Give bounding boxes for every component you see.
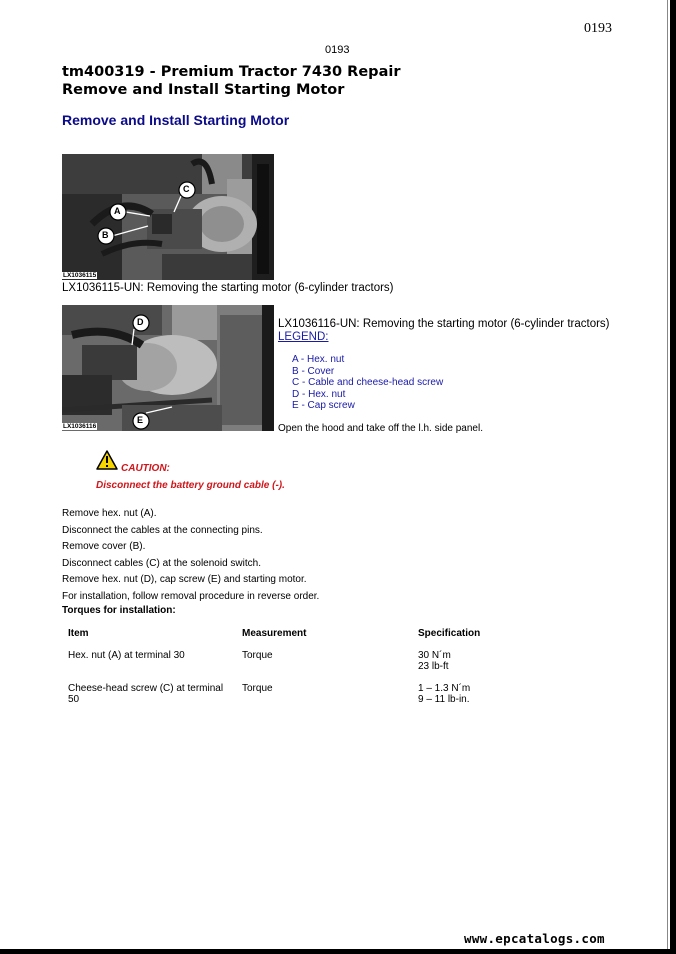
column-header-item: Item: [68, 628, 89, 639]
legend-item: E - Cap screw: [292, 400, 355, 411]
callout-b: B: [102, 230, 109, 240]
legend-item: B - Cover: [292, 365, 335, 377]
procedure-step: Disconnect the cables at the connecting pins.: [62, 524, 263, 536]
column-header-specification: Specification: [418, 628, 481, 639]
callout-a: A: [114, 206, 121, 216]
legend-item: A - Hex. nut: [292, 354, 345, 365]
warning-triangle-icon: [96, 450, 118, 475]
callout-e: E: [137, 415, 144, 425]
document-title: [62, 63, 400, 99]
legend-heading: LEGEND:: [278, 331, 329, 343]
table-cell-spec: 23 lb-ft: [418, 661, 449, 672]
legend-item: D - Hex. nut: [292, 388, 346, 400]
table-cell-measurement: Torque: [242, 650, 273, 661]
figure2-photo: [62, 305, 274, 431]
procedure-step: Disconnect cables (C) at the solenoid switch.: [62, 557, 261, 569]
table-cell-item: 50: [68, 694, 80, 705]
callout-d: D: [137, 317, 144, 327]
legend-item: C - Cable and cheese-head screw: [292, 377, 444, 388]
callout-c: C: [183, 184, 190, 194]
table-cell-spec: 1 – 1.3 N´m: [418, 683, 471, 694]
table-cell-item: Cheese-head screw (C) at terminal: [68, 683, 224, 694]
caution-label: CAUTION:: [121, 463, 170, 474]
procedure-steps: [62, 506, 319, 605]
figure2-image-id: LX1036116: [63, 423, 97, 430]
document-title-line1: tm400319 - Premium Tractor 7430 Repair: [62, 64, 401, 80]
footer-url-link[interactable]: www.epcatalogs.com: [464, 931, 605, 946]
page-number-top: 0193: [584, 21, 612, 36]
procedure-step: Remove hex. nut (D), cap screw (E) and starting motor.: [62, 574, 307, 585]
figure1-caption: LX1036115-UN: Removing the starting motor (6-cylinder tractors): [62, 282, 394, 294]
document-title-line2: Remove and Install Starting Motor: [62, 82, 345, 98]
section-heading: Remove and Install Starting Motor: [62, 112, 290, 128]
page-edge-line: [667, 0, 668, 949]
figure2-caption: LX1036116-UN: Removing the starting motor (6-cylinder tractors): [278, 318, 610, 330]
procedure-step: Remove hex. nut (A).: [62, 508, 157, 519]
table-cell-spec: 30 N´m: [418, 650, 451, 661]
table-cell-measurement: Torque: [242, 683, 273, 694]
procedure-step: For installation, follow removal procedure in reverse order.: [62, 590, 320, 602]
page-bottom-border: [0, 949, 676, 954]
procedure-step: Remove cover (B).: [62, 541, 146, 552]
column-header-measurement: Measurement: [242, 628, 307, 639]
figure1-photo: [62, 154, 274, 280]
page-right-border: [670, 0, 676, 954]
intro-text: Open the hood and take off the l.h. side panel.: [278, 423, 483, 434]
table-cell-item: Hex. nut (A) at terminal 30: [68, 650, 185, 661]
figure1-image-id: LX1036115: [63, 272, 97, 279]
table-cell-spec: 9 – 11 lb-in.: [418, 694, 470, 705]
caution-text: Disconnect the battery ground cable (-).: [96, 480, 285, 491]
torques-heading: Torques for installation:: [62, 605, 176, 616]
legend-list: [292, 354, 443, 412]
page-number-center: 0193: [325, 44, 350, 56]
